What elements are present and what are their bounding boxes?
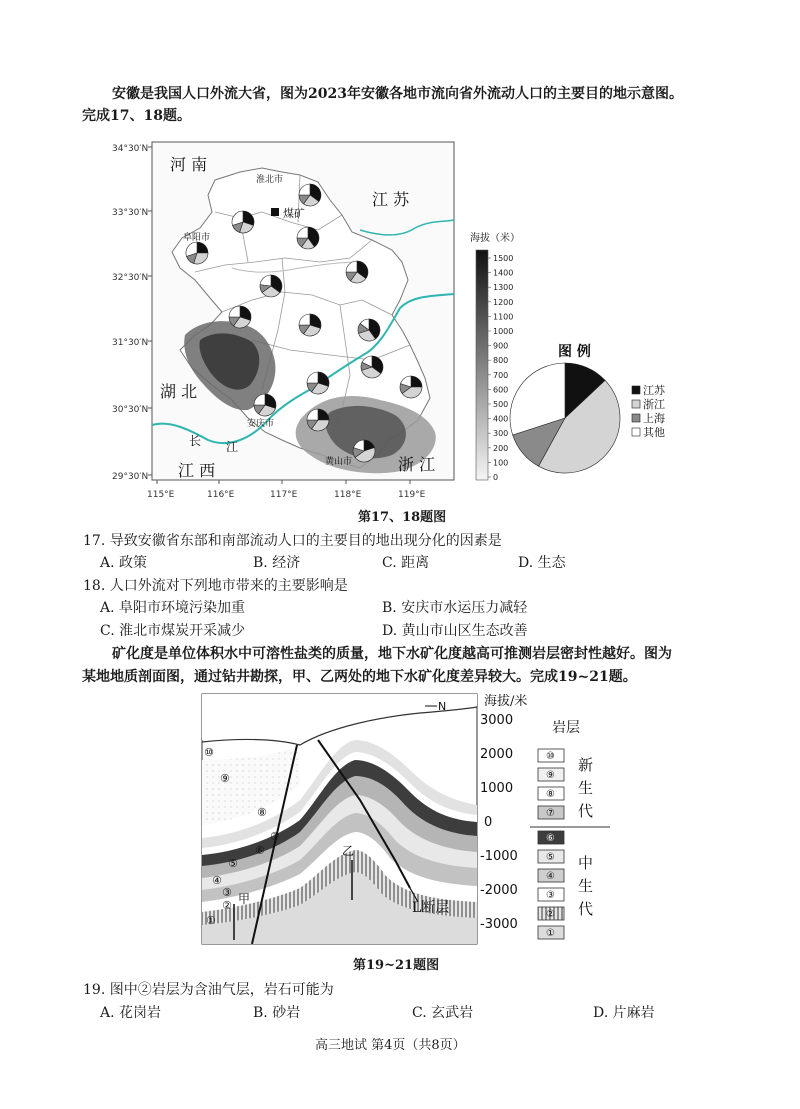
strata-legend-number: ① [546, 928, 555, 939]
q18-stem: 18. 人口外流对下列地市带来的主要影响是 [83, 578, 348, 594]
river-label-jiang: 江 [226, 440, 239, 454]
city-pie [400, 376, 422, 398]
lon-label: 115°E [147, 490, 175, 500]
strata-legend-number: ⑩ [546, 751, 555, 762]
lat-label: 29°30′N [112, 472, 149, 482]
elevation-tick-label: 700 [493, 370, 509, 380]
section-caption: 第19~21题图 [353, 958, 440, 973]
strata-legend-number: ⑨ [546, 770, 555, 781]
label-layer-7: ⑦ [270, 830, 280, 843]
legend-swatch [632, 400, 640, 408]
city-huaibei: 淮北市 [256, 175, 284, 185]
lon-label: 119°E [398, 490, 426, 500]
intro2-line-2: 某地地质剖面图，通过钻井勘探，甲、乙两处的地下水矿化度差异较大。完成19~21题。 [82, 669, 637, 685]
q18-option-a: A. 阜阳市环境污染加重 [100, 600, 246, 616]
lat-label: 30°30′N [112, 405, 149, 415]
elev-tick: -3000 [480, 917, 518, 932]
elevation-tick-label: 800 [493, 356, 509, 366]
city-pie [307, 372, 329, 394]
label-layer-10: ⑩ [204, 746, 214, 759]
city-pie [307, 409, 329, 431]
legend-swatch [632, 414, 640, 422]
era-mesozoic-2: 生 [578, 877, 594, 895]
legend-label: 江苏 [643, 384, 665, 397]
label-yi: 乙 [342, 844, 355, 858]
city-anqing: 安庆市 [247, 419, 275, 429]
label-layer-2: ② [222, 899, 232, 912]
elevation-tick-label: 600 [493, 385, 509, 395]
elevation-tick-label: 1300 [493, 283, 514, 293]
river-label-chang: 长 [189, 434, 202, 448]
city-pie [297, 227, 319, 249]
province-zhejiang: 浙 江 [398, 455, 436, 474]
q17-stem: 17. 导致安徽省东部和南部流动人口的主要目的地出现分化的因素是 [83, 533, 502, 549]
city-pie [299, 184, 321, 206]
label-layer-8: ⑧ [257, 806, 267, 819]
elev-tick: 3000 [480, 713, 514, 728]
strata-legend-title: 岩层 [552, 720, 580, 736]
elevation-tick-label: 1400 [493, 268, 514, 278]
geologic-section [0, 688, 800, 950]
label-layer-1: ① [206, 914, 216, 927]
city-pie [260, 275, 282, 297]
city-pie [361, 356, 383, 378]
coal-mine-label: 煤矿 [283, 207, 305, 220]
city-pie [353, 440, 375, 462]
elevation-colorbar [476, 250, 488, 480]
province-jiangsu: 江 苏 [372, 190, 410, 209]
lat-label: 34°30′N [112, 144, 149, 154]
lon-label: 118°E [334, 490, 362, 500]
province-hubei: 湖 北 [160, 382, 198, 401]
elevation-tick-label: 200 [493, 443, 509, 453]
section-elev-title: 海拔/米 [484, 694, 528, 709]
q19-option-b: B. 砂岩 [253, 1005, 301, 1021]
city-pie [346, 261, 368, 283]
coal-mine-marker [271, 208, 279, 216]
elevation-title: 海拔（米） [470, 233, 520, 244]
city-pie [229, 306, 251, 328]
elev-tick: 0 [484, 815, 493, 830]
city-pie [186, 242, 208, 264]
era-mesozoic-3: 代 [578, 900, 594, 918]
lat-label: 31°30′N [112, 338, 149, 348]
q19-option-d: D. 片麻岩 [593, 1005, 655, 1021]
province-henan: 河 南 [170, 155, 208, 174]
lat-label: 33°30′N [112, 208, 149, 218]
strata-legend-number: ⑦ [546, 808, 555, 819]
fault-label: L断层 [412, 900, 450, 916]
q19-stem: 19. 图中②岩层为含油气层，岩石可能为 [83, 982, 334, 998]
elevation-tick-label: 1000 [493, 327, 514, 336]
elev-tick: -2000 [480, 883, 518, 898]
elevation-tick-label: 400 [493, 414, 509, 424]
elevation-tick-label: 100 [493, 458, 509, 468]
legend-label: 浙江 [643, 398, 665, 411]
strata-legend-number: ⑧ [546, 789, 555, 800]
city-fuyang: 阜阳市 [183, 233, 211, 243]
q17-option-a: A. 政策 [100, 555, 148, 571]
city-pie [299, 314, 321, 336]
elevation-tick-label: 1100 [493, 312, 514, 322]
label-jia: 甲 [238, 892, 251, 906]
intro-line-1: 安徽是我国人口外流大省，图为2023年安徽各地市流向省外流动人口的主要目的地示意图。 [112, 86, 683, 102]
elevation-tick-label: 900 [493, 341, 509, 351]
city-pie [358, 319, 380, 341]
map-caption: 第17、18题图 [358, 510, 447, 525]
lat-label: 32°30′N [112, 273, 149, 283]
era-cenozoic-1: 新 [578, 756, 594, 774]
q19-option-a: A. 花岗岩 [100, 1005, 162, 1021]
q18-option-d: D. 黄山市山区生态改善 [382, 623, 528, 639]
legend-label: 上海 [643, 412, 665, 425]
city-huangshan: 黄山市 [325, 457, 353, 467]
legend-swatch [632, 386, 640, 394]
lon-label: 116°E [207, 490, 235, 500]
era-cenozoic-2: 生 [578, 779, 594, 797]
era-cenozoic-3: 代 [578, 802, 594, 820]
city-pie [232, 211, 254, 233]
strata-legend-number: ⑤ [546, 852, 555, 863]
legend-label: 其他 [643, 426, 665, 439]
strata-legend-number: ③ [546, 890, 555, 901]
label-layer-9: ⑨ [220, 772, 230, 785]
strata-legend-number: ④ [546, 871, 555, 882]
q18-option-c: C. 淮北市煤炭开采减少 [100, 623, 246, 639]
label-layer-5: ⑤ [228, 857, 238, 870]
strata-legend-number: ② [546, 909, 555, 920]
elevation-tick-label: 1500 [493, 254, 514, 263]
legend-pie [510, 363, 620, 473]
province-jiangxi: 江 西 [178, 461, 216, 480]
q19-option-c: C. 玄武岩 [412, 1005, 474, 1021]
north-arrow: N [438, 700, 447, 713]
page-footer: 高三地试 第4页（共8页） [315, 1038, 466, 1053]
elevation-tick-label: 0 [493, 473, 499, 482]
label-layer-4: ④ [212, 874, 222, 887]
elev-tick: 1000 [480, 781, 514, 796]
elevation-tick-label: 500 [493, 400, 509, 409]
strata-legend-number: ⑥ [546, 833, 555, 844]
elev-tick: -1000 [480, 849, 518, 864]
city-pie [254, 394, 276, 416]
label-layer-3: ③ [222, 886, 232, 899]
q18-option-b: B. 安庆市水运压力减轻 [382, 600, 528, 616]
label-layer-6: ⑥ [255, 844, 265, 857]
legend-swatch [632, 428, 640, 436]
intro2-line-1: 矿化度是单位体积水中可溶性盐类的质量，地下水矿化度越高可推测岩层密封性越好。图为 [112, 646, 672, 662]
lon-label: 117°E [270, 490, 298, 500]
q17-option-c: C. 距离 [382, 555, 430, 571]
elev-tick: 2000 [480, 747, 514, 762]
elevation-tick-label: 300 [493, 429, 509, 439]
q17-option-b: B. 经济 [253, 555, 301, 571]
elevation-tick-label: 1200 [493, 297, 514, 307]
intro-line-2: 完成17、18题。 [82, 108, 191, 124]
q17-option-d: D. 生态 [518, 555, 566, 571]
pie-legend-title: 图 例 [558, 344, 591, 360]
anhui-population-map [0, 135, 800, 530]
era-mesozoic-1: 中 [578, 854, 594, 872]
